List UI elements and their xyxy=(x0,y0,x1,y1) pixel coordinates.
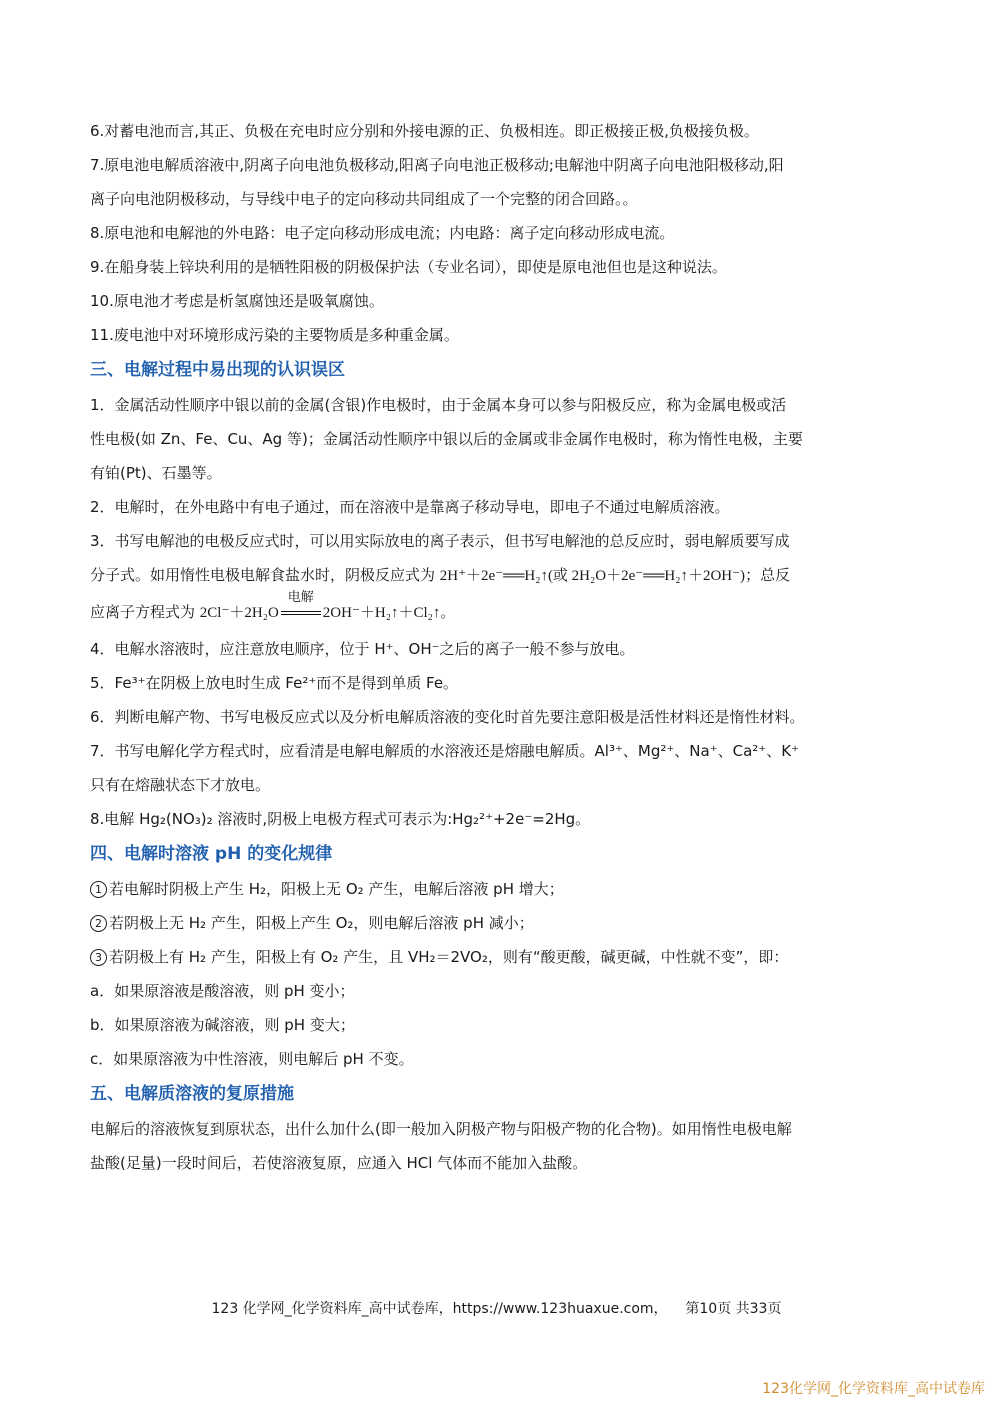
section-heading: 四、电解时溶液 pH 的变化规律 xyxy=(90,844,333,864)
chemical-equation: 2H⁺＋2e⁻══H₂↑(或 2H₂O＋2e⁻══H₂↑＋2OH⁻) xyxy=(439,568,746,584)
circled-number: 3 xyxy=(90,949,107,966)
paragraph: 5．Fe³⁺在阴极上放电时生成 Fe²⁺而不是得到单质 Fe。 xyxy=(90,674,459,692)
list-item xyxy=(90,940,905,974)
text: ；总反 xyxy=(745,566,791,584)
equation-left: 2Cl⁻＋2H₂O xyxy=(199,605,279,621)
paragraph: 2．电解时，在外电路中有电子通过，而在溶液中是靠离子移动导电，即电子不通过电解质溶液。 xyxy=(90,498,730,516)
list-item: c．如果原溶液为中性溶液，则电解后 pH 不变。 xyxy=(90,1050,414,1068)
list-item: b．如果原溶液为碱溶液，则 pH 变大； xyxy=(90,1016,355,1034)
paragraph: 电解后的溶液恢复到原状态，出什么加什么(即一般加入阴极产物与阳极产物的化合物)。如用惰性电极电解 xyxy=(90,1120,792,1138)
paragraph: 6．判断电解产物、书写电极反应式以及分析电解质溶液的变化时首先要注意阳极是活性材料还是惰性材料。 xyxy=(90,708,805,726)
section-heading: 三、电解过程中易出现的认识误区 xyxy=(90,360,345,380)
page-footer xyxy=(0,1298,993,1318)
text: 若电解时阴极上产生 H₂，阳极上无 O₂ 产生，电解后溶液 pH 增大； xyxy=(109,880,564,898)
paragraph xyxy=(90,558,905,592)
text: 分子式。如用惰性电极电解食盐水时，阴极反应式为 xyxy=(90,566,436,584)
section-heading: 五、电解质溶液的复原措施 xyxy=(90,1084,294,1104)
page-number: 第10页 共33页 xyxy=(685,1301,782,1317)
list-item xyxy=(90,906,905,940)
paragraph: 6.对蓄电池而言,其正、负极在充电时应分别和外接电源的正、负极相连。即正极接正极,负极接负极。 xyxy=(90,122,759,140)
paragraph xyxy=(90,592,905,632)
document-body xyxy=(90,114,905,1180)
paragraph: 性电极(如 Zn、Fe、Cu、Ag 等)；金属活动性顺序中银以后的金属或非金属作电极时，称为惰性电极，主要 xyxy=(90,430,803,448)
watermark: 123化学网_化学资料库_高中试卷库 xyxy=(762,1381,985,1397)
footer-text: 123 化学网_化学资料库_高中试卷库，https://www.123huaxue.com， xyxy=(211,1301,668,1317)
paragraph: 盐酸(足量)一段时间后，若使溶液复原，应通入 HCl 气体而不能加入盐酸。 xyxy=(90,1154,588,1172)
paragraph: 10.原电池才考虑是析氢腐蚀还是吸氧腐蚀。 xyxy=(90,292,384,310)
paragraph: 4．电解水溶液时，应注意放电顺序，位于 H⁺、OH⁻之后的离子一般不参与放电。 xyxy=(90,640,635,658)
text: 。 xyxy=(440,603,456,621)
paragraph: 有铂(Pt)、石墨等。 xyxy=(90,464,222,482)
paragraph: 离子向电池阴极移动，与导线中电子的定向移动共同组成了一个完整的闭合回路。。 xyxy=(90,190,638,208)
text: 若阴极上有 H₂ 产生，阳极上有 O₂ 产生，且 VH₂＝2VO₂，则有“酸更酸，碱更碱，中性就不变”，即： xyxy=(109,948,789,966)
text: 应离子方程式为 xyxy=(90,603,196,621)
paragraph: 3．书写电解池的电极反应式时，可以用实际放电的离子表示，但书写电解池的总反应时，弱电解质要写成 xyxy=(90,532,790,550)
paragraph: 9.在船身装上锌块利用的是牺牲阳极的阴极保护法（专业名词），即使是原电池但也是这种说法。 xyxy=(90,258,727,276)
equation-right: 2OH⁻＋H₂↑＋Cl₂↑ xyxy=(322,605,441,621)
text: 若阴极上无 H₂ 产生，阳极上产生 O₂，则电解后溶液 pH 减小； xyxy=(109,914,534,932)
paragraph: 只有在熔融状态下才放电。 xyxy=(90,776,271,794)
circled-number: 2 xyxy=(90,915,107,932)
paragraph: 7.原电池电解质溶液中,阴离子向电池负极移动,阳离子向电池正极移动;电解池中阴离子向电池阳极移动,阳 xyxy=(90,156,784,174)
reaction-condition: 电解 xyxy=(287,590,314,605)
list-item xyxy=(90,872,905,906)
list-item: a．如果原溶液是酸溶液，则 pH 变小； xyxy=(90,982,355,1000)
paragraph: 7．书写电解化学方程式时，应看清是电解电解质的水溶液还是熔融电解质。Al³⁺、Mg²⁺、Na⁺、Ca²⁺、K⁺ xyxy=(90,742,799,760)
paragraph: 1．金属活动性顺序中银以前的金属(含银)作电极时，由于金属本身可以参与阳极反应，称为金属电极或活 xyxy=(90,396,787,414)
reaction-arrow xyxy=(279,592,323,632)
paragraph: 8.电解 Hg₂(NO₃)₂ 溶液时,阴极上电极方程式可表示为:Hg₂²⁺+2e⁻=2Hg。 xyxy=(90,810,591,828)
paragraph: 8.原电池和电解池的外电路：电子定向移动形成电流；内电路：离子定向移动形成电流。 xyxy=(90,224,675,242)
circled-number: 1 xyxy=(90,881,107,898)
paragraph: 11.废电池中对环境形成污染的主要物质是多种重金属。 xyxy=(90,326,459,344)
